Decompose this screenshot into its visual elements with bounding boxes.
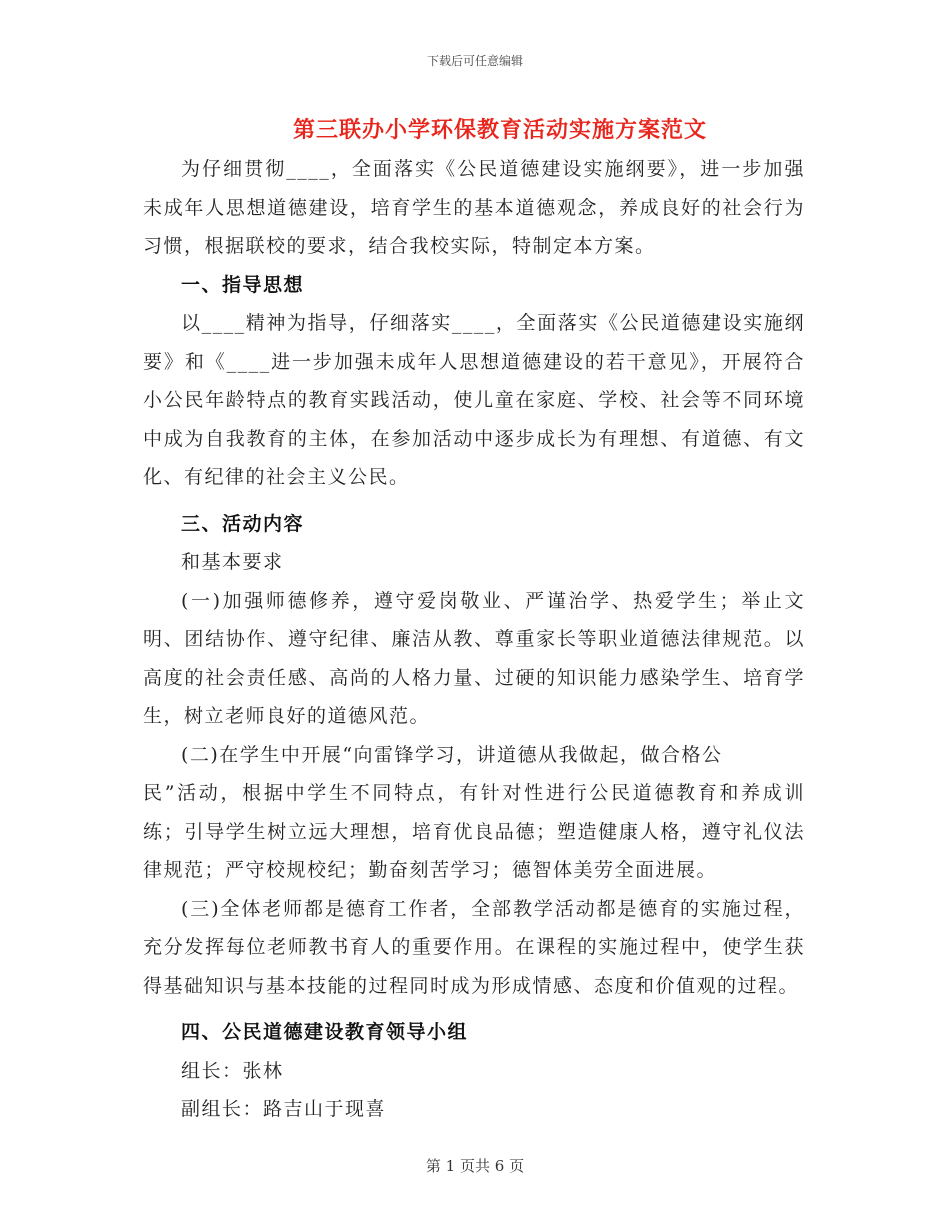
document-body <box>143 150 805 1129</box>
section-heading-leadership-group: 四、公民道德建设教育领导小组 <box>181 1021 469 1043</box>
activity-item-2-line1: (二)在学生中开展“向雷锋学习，讲道德从我做起，做合格公 <box>181 743 723 766</box>
activity-item-3: (三)全体老师都是德育工作者，全部教学活动都是德育的实施过程，充分发挥每位老师教书育人的重要作用。在课程的实施过程中，使学生获得基础知识与基本技能的过程同时成为形成情感、态度和价值观的过程。 <box>143 897 805 997</box>
activity-item-1: (一)加强师德修养，遵守爱岗敬业、严谨治学、热爱学生；举止文明、团结协作、遵守纪律、廉洁从教、尊重家长等职业道德法律规范。以高度的社会责任感、高尚的人格力量、过硬的知识能力感染学生、培育学生，树立老师良好的道德风范。 <box>143 589 805 727</box>
activity-item-2-rest: 民”活动，根据中学生不同特点，有针对性进行公民道德教育和养成训练；引导学生树立远大理想，培育优良品德；塑造健康人格，遵守礼仪法律规范；严守校规校纪；勤奋刻苦学习；德智体美劳全面进展。 <box>143 782 805 881</box>
section-heading-activity-content: 三、活动内容 <box>181 512 305 535</box>
header-note: 下载后可任意编辑 <box>426 54 523 68</box>
leader-line: 组长：张林 <box>181 1059 284 1082</box>
activity-subheading: 和基本要求 <box>181 551 284 573</box>
intro-paragraph: 为仔细贯彻____，全面落实《公民道德建设实施纲要》，进一步加强未成年人思想道德建设，培育学生的基本道德观念，养成良好的社会行为习惯，根据联校的要求，结合我校实际，特制定本方案。 <box>143 158 805 257</box>
document-title: 第三联办小学环保教育活动实施方案范文 <box>292 117 707 143</box>
guiding-thought-paragraph: 以____精神为指导，仔细落实____，全面落实《公民道德建设实施纲要》和《____进一步加强未成年人思想道德建设的若干意见》，开展符合小公民年龄特点的教育实践活动，使儿童在家庭、学校、社会等不同环境中成为自我教育的主体，在参加活动中逐步成长为有理想、有道德、有文化、有纪律的社会主义公民。 <box>143 312 805 488</box>
section-heading-guiding-thought: 一、指导思想 <box>181 273 305 296</box>
page-footer: 第 1 页共 6 页 <box>425 1157 525 1175</box>
deputy-leader-line: 副组长：路吉山于现喜 <box>181 1098 387 1120</box>
